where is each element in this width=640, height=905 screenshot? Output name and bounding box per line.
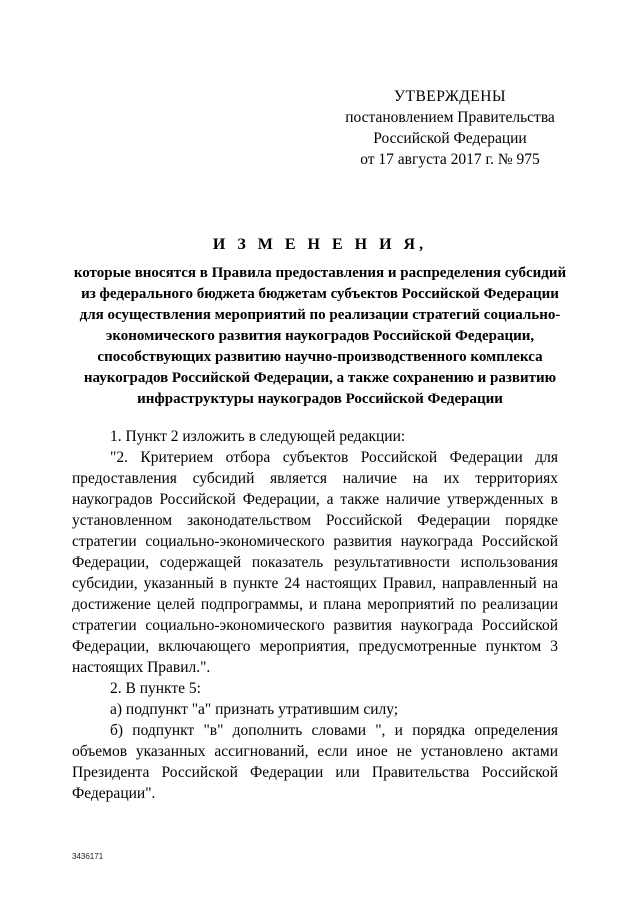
- approval-line-1: постановлением Правительства: [345, 109, 555, 126]
- document-code: 3436171: [72, 852, 104, 861]
- document-subtitle: которые вносятся в Правила предоставления и распределения субсидий из федерального бюджета бюджетам субъектов Российской Федерации для осуществления мероприятий по реализации стратегий социально-экономического развития наукоградов Российской Федерации, способствующих развитию научно-производственного комплекса наукоградов Российской Федерации, а также сохранению и развитию инфраструктуры наукоградов Российской Федерации: [73, 265, 567, 407]
- approval-heading: УТВЕРЖДЕНЫ: [394, 88, 506, 105]
- approval-line-2: Российской Федерации: [373, 130, 527, 147]
- paragraph-5: б) подпункт "в" дополнить словами ", и порядка определения объемов указанных ассигнований, если иное не установлено актами Президента Российской Федерации или Правительства Российской Федерации".: [72, 722, 558, 802]
- document-body: [72, 426, 558, 804]
- paragraph-4: а) подпункт "а" признать утратившим силу;: [110, 701, 399, 718]
- paragraph-2: "2. Критерием отбора субъектов Российской Федерации для предоставления субсидий является наличие на их территориях наукоградов Российской Федерации, а также наличие утвержденных в установленном законодательством Российской Федерации порядке стратегии социально-экономического развития наукограда Российской Федерации, содержащей показатель результативности использования субсидии, указанный в пункте 24 настоящих Правил, направленный на достижение целей подпрограммы, и плана мероприятий по реализации стратегии социально-экономического развития наукограда Российской Федерации, включающего мероприятия, предусмотренные пунктом 3 настоящих Правил.".: [72, 449, 558, 676]
- approval-block: [330, 86, 570, 170]
- paragraph-3: 2. В пункте 5:: [110, 680, 201, 697]
- document-title: И З М Е Н Е Н И Я,: [212, 236, 428, 253]
- approval-line-3: от 17 августа 2017 г. № 975: [360, 151, 540, 168]
- paragraph-1: 1. Пункт 2 изложить в следующей редакции:: [110, 428, 406, 445]
